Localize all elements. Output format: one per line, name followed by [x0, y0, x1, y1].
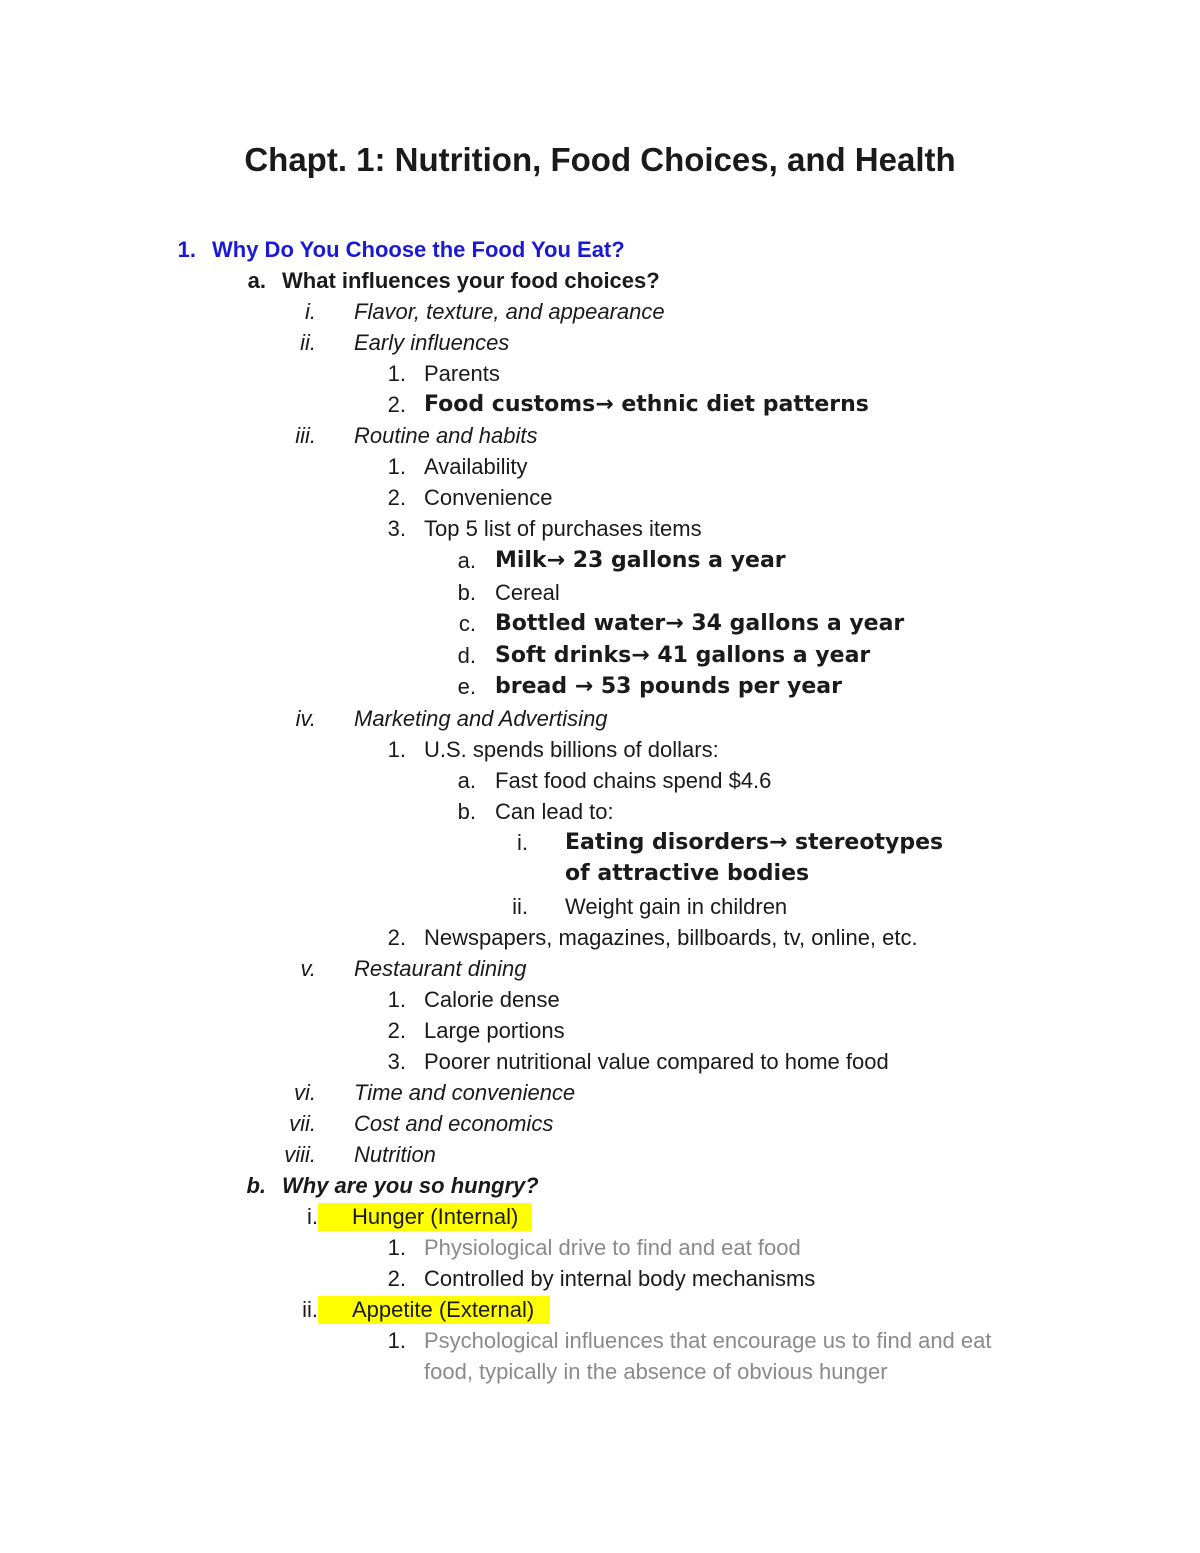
list-item-text: Can lead to: [495, 799, 614, 824]
list-item [0, 671, 1200, 702]
list-item [0, 765, 1200, 796]
list-marker: 2. [387, 392, 406, 417]
list-marker: vi. [294, 1080, 316, 1105]
list-item-text: Soft drinks→ 41 gallons a year [495, 643, 871, 668]
list-marker: b. [457, 799, 476, 824]
list-item-text: Top 5 list of purchases items [424, 516, 702, 541]
list-item [0, 545, 1200, 576]
list-item-text: Bottled water→ 34 gallons a year [495, 611, 905, 636]
list-item-text: Milk→ 23 gallons a year [495, 548, 786, 573]
list-item-text: Convenience [424, 485, 553, 510]
list-marker: ii. [512, 894, 528, 919]
list-item-text: bread → 53 pounds per year [495, 674, 842, 699]
highlighted-text: Hunger (Internal) [352, 1204, 519, 1229]
list-marker: 1. [387, 361, 406, 386]
list-item [0, 953, 1200, 984]
list-item-text: Cereal [495, 580, 560, 605]
list-marker: 2. [387, 1018, 406, 1043]
list-item-text: Poorer nutritional value compared to home food [424, 1049, 889, 1074]
list-item [0, 1201, 1200, 1232]
list-item-text: Cost and economics [354, 1111, 554, 1136]
list-marker: i. [517, 830, 528, 855]
list-item [0, 1077, 1200, 1108]
list-item [0, 1046, 1200, 1077]
list-item [0, 451, 1200, 482]
list-marker: c. [458, 611, 476, 636]
list-item-text: Food customs→ ethnic diet patterns [424, 392, 869, 417]
list-item-text: Why are you so hungry? [282, 1173, 539, 1198]
list-item-text: Parents [424, 361, 500, 386]
list-marker: 2. [387, 485, 406, 510]
list-item [0, 827, 1200, 889]
list-item [0, 891, 1200, 922]
list-marker: b. [457, 580, 476, 605]
list-marker: i. [307, 1204, 318, 1229]
list-item-text: Psychological influences that encourage us to find and eat food, typically in the absence of obvious hunger [424, 1328, 992, 1384]
list-item [0, 265, 1200, 296]
list-item-text: Newspapers, magazines, billboards, tv, online, etc. [424, 925, 918, 950]
list-marker: v. [300, 956, 316, 981]
list-item-text: U.S. spends billions of dollars: [424, 737, 719, 762]
list-item-text: Time and convenience [354, 1080, 576, 1105]
list-item [0, 796, 1200, 827]
list-item-text: Availability [424, 454, 528, 479]
page-title: Chapt. 1: Nutrition, Food Choices, and Health [244, 141, 956, 178]
section-heading [0, 234, 1200, 265]
list-marker: a. [457, 548, 476, 573]
list-item-text: Controlled by internal body mechanisms [424, 1266, 816, 1291]
list-marker: ii. [300, 330, 316, 355]
list-item [0, 577, 1200, 608]
list-item [0, 1139, 1200, 1170]
list-item [0, 922, 1200, 953]
list-item [0, 984, 1200, 1015]
list-item-text: Physiological drive to find and eat food [424, 1235, 801, 1260]
list-marker: a. [247, 268, 266, 293]
list-item-text: Marketing and Advertising [354, 706, 608, 731]
list-marker: iv. [295, 706, 316, 731]
list-item [0, 1108, 1200, 1139]
list-marker: 1. [387, 1328, 406, 1353]
highlighted-text: Appetite (External) [352, 1297, 535, 1322]
list-item-text: Early influences [354, 330, 510, 355]
list-item [0, 358, 1200, 389]
list-item-text: Restaurant dining [354, 956, 527, 981]
list-item-text: Nutrition [354, 1142, 436, 1167]
list-item [0, 482, 1200, 513]
list-item [0, 1232, 1200, 1263]
list-item [0, 640, 1200, 671]
list-marker: e. [457, 674, 476, 699]
list-marker: 3. [387, 516, 406, 541]
list-marker: b. [246, 1173, 266, 1198]
list-marker: 2. [387, 925, 406, 950]
list-marker: vii. [289, 1111, 316, 1136]
list-item-text: What influences your food choices? [282, 268, 660, 293]
list-item [0, 703, 1200, 734]
list-marker: d. [457, 643, 476, 668]
list-marker: iii. [295, 423, 316, 448]
section-heading-text: Why Do You Choose the Food You Eat? [212, 237, 625, 262]
list-marker: 3. [387, 1049, 406, 1074]
list-marker: ii. [302, 1297, 318, 1322]
list-item-text: Weight gain in children [565, 894, 788, 919]
list-item [0, 327, 1200, 358]
list-item [0, 420, 1200, 451]
list-item-text: Eating disorders→ stereotypes of attractive bodies [565, 830, 944, 886]
list-marker: a. [457, 768, 476, 793]
list-marker: 1. [387, 987, 406, 1012]
list-item [0, 513, 1200, 544]
list-marker: 2. [387, 1266, 406, 1291]
list-item [0, 1294, 1200, 1325]
list-marker: 1. [387, 1235, 406, 1260]
list-item [0, 1170, 1200, 1201]
list-item-text: Fast food chains spend $4.6 [495, 768, 772, 793]
list-item [0, 1325, 1200, 1387]
list-item [0, 296, 1200, 327]
list-marker: 1. [387, 737, 406, 762]
list-item [0, 389, 1200, 420]
list-item [0, 1015, 1200, 1046]
list-item-text: Calorie dense [424, 987, 560, 1012]
list-item [0, 1263, 1200, 1294]
list-marker: viii. [284, 1142, 316, 1167]
list-item-text: Flavor, texture, and appearance [354, 299, 665, 324]
list-item [0, 734, 1200, 765]
list-item [0, 608, 1200, 639]
list-marker: i. [305, 299, 316, 324]
list-marker: 1. [177, 237, 196, 262]
list-marker: 1. [387, 454, 406, 479]
list-item-text: Routine and habits [354, 423, 538, 448]
list-item-text: Large portions [424, 1018, 565, 1043]
